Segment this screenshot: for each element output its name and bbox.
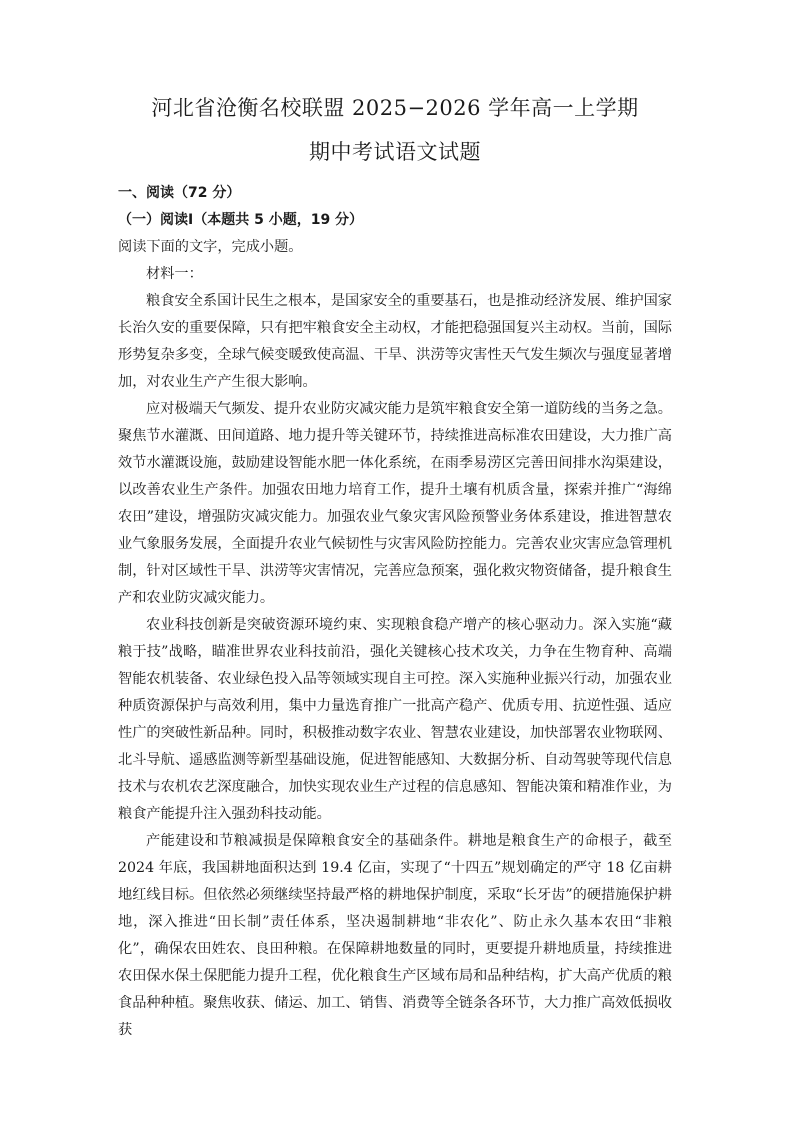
paragraph-4: 产能建设和节粮减损是保障粮食安全的基础条件。耕地是粮食生产的命根子，截至 2024 年底，我国耕地面积达到 19.4 亿亩，实现了“十四五”规划确定的严守 18 亿亩耕地红线目标。但依然必须继续坚持最严格的耕地保护制度，采取“长牙齿”的硬措施保护耕地，深入推进“田长制”责任体系，坚决遏制耕地“非农化”、防止永久基本农田“非粮化”，确保农田姓农、良田种粮。在保障耕地数量的同时，更要提升耕地质量，持续推进农田保水保土保肥能力提升工程，优化粮食生产区域布局和品种结构，扩大高产优质的粮食品种种植。聚焦收获、储运、加工、销售、消费等全链条各环节，大力推广高效低损收获 xyxy=(118,833,672,1038)
material-label: 材料一： xyxy=(146,266,203,282)
section-heading: 一、阅读（72 分） xyxy=(118,185,241,201)
paragraph-1: 粮食安全系国计民生之根本，是国家安全的重要基石，也是推动经济发展、维护国家长治久安的重要保障，只有把牢粮食安全主动权，才能把稳强国复兴主动权。当前，国际形势复杂多变，全球气候变暖致使高温、干旱、洪涝等灾害性天气发生频次与强度显著增加，对农业生产产生很大影响。 xyxy=(118,293,672,390)
instruction-text: 阅读下面的文字，完成小题。 xyxy=(118,239,303,255)
paragraph-2: 应对极端天气频发、提升农业防灾减灾能力是筑牢粮食安全第一道防线的当务之急。聚焦节水灌溉、田间道路、地力提升等关键环节，持续推进高标准农田建设，大力推广高效节水灌溉设施，鼓励建设智能水肥一体化系统，在雨季易涝区完善田间排水沟渠建设，以改善农业生产条件。加强农田地力培育工作，提升土壤有机质含量，探索并推广“海绵农田”建设，增强防灾减灾能力。加强农业气象灾害风险预警业务体系建设，推进智慧农业气象服务发展，全面提升农业气候韧性与灾害风险防控能力。完善农业灾害应急管理机制，针对区域性干旱、洪涝等灾害情况，完善应急预案，强化救灾物资储备，提升粮食生产和农业防灾减灾能力。 xyxy=(118,401,672,606)
title-line-1: 河北省沧衡名校联盟 2025−2026 学年高一上学期 xyxy=(151,96,639,120)
subsection-heading: （一）阅读Ⅰ（本题共 5 小题，19 分） xyxy=(118,212,364,228)
title-line-2: 期中考试语文试题 xyxy=(309,140,481,164)
paragraph-3: 农业科技创新是突破资源环境约束、实现粮食稳产增产的核心驱动力。深入实施“藏粮于技”战略，瞄准世界农业科技前沿，强化关键核心技术攻关，力争在生物育种、高端智能农机装备、农业绿色投入品等领域实现自主可控。深入实施种业振兴行动，加强农业种质资源保护与高效利用，集中力量选育推广一批高产稳产、优质专用、抗逆性强、适应性广的突破性新品种。同时，积极推动数字农业、智慧农业建设，加快部署农业物联网、北斗导航、遥感监测等新型基础设施，促进智能感知、大数据分析、自动驾驶等现代信息技术与农机农艺深度融合，加快实现农业生产过程的信息感知、智能决策和精准作业，为粮食产能提升注入强劲科技动能。 xyxy=(118,617,672,822)
